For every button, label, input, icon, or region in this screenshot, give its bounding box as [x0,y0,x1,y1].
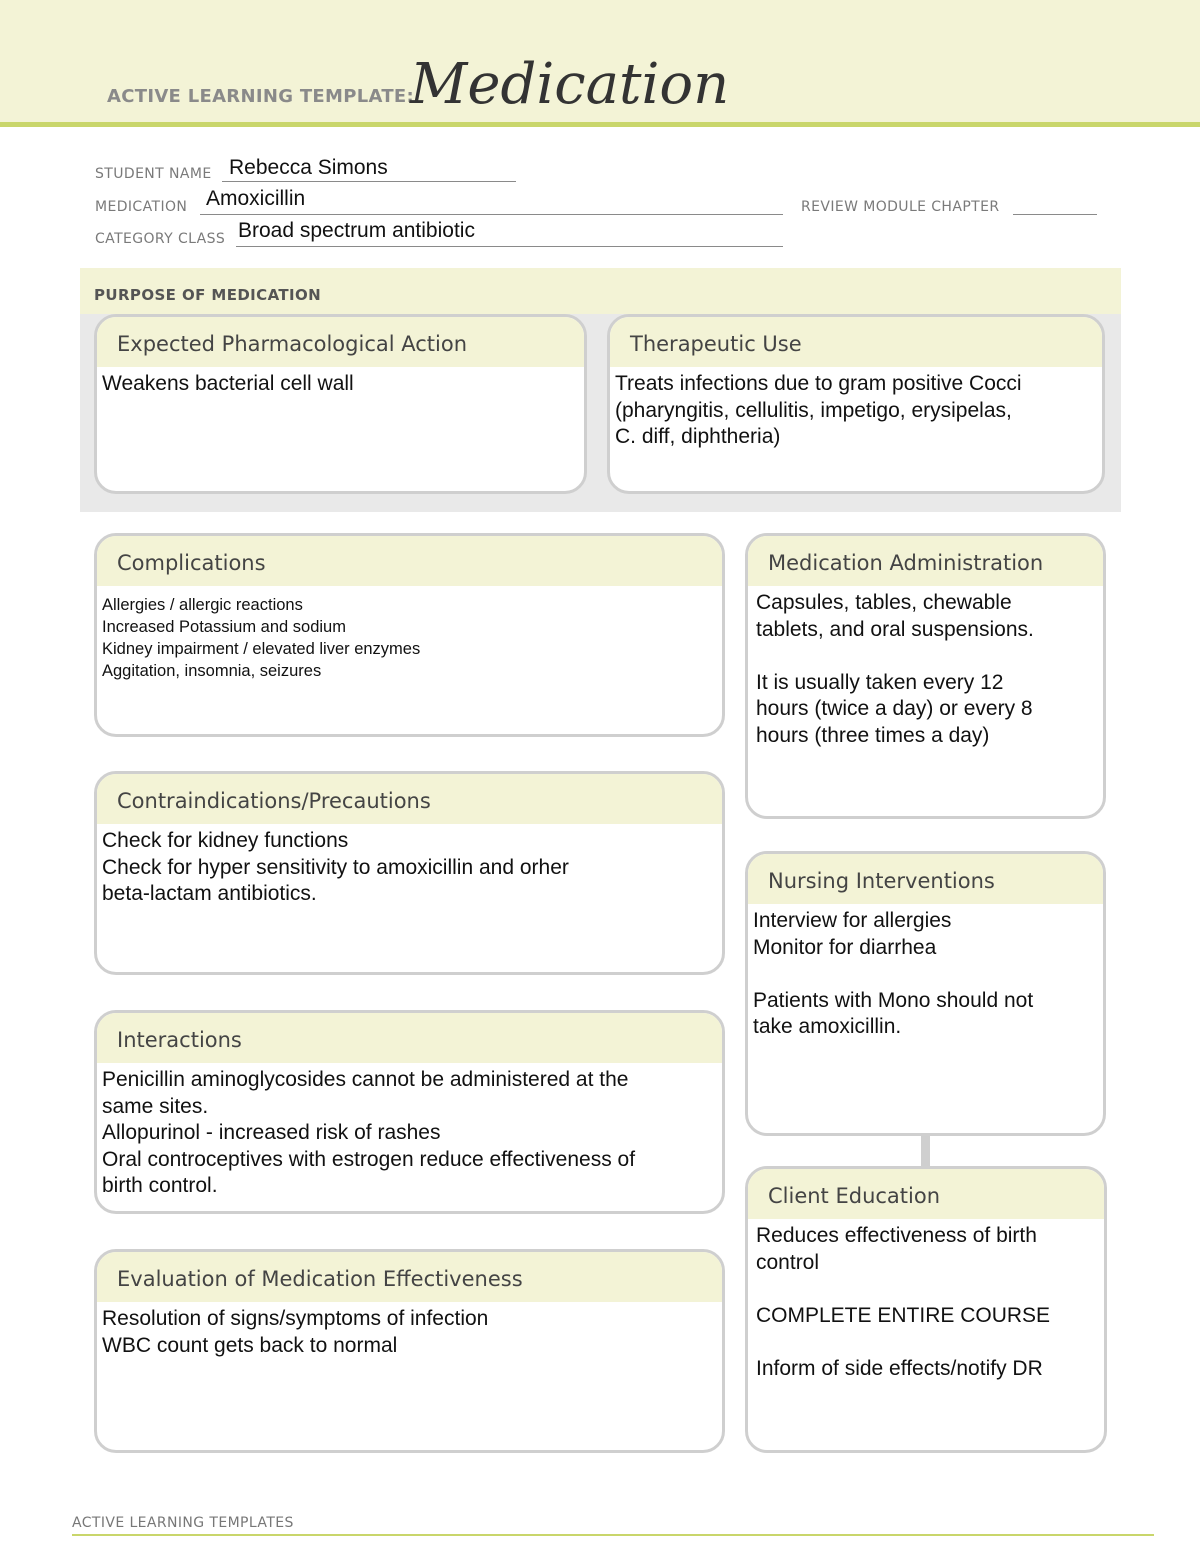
nursing-interventions-title: Nursing Interventions [748,854,1103,904]
interactions-title: Interactions [97,1013,722,1063]
client-education-box [745,1166,1107,1453]
medication-field[interactable]: Amoxicillin [206,187,306,210]
medication-label: MEDICATION [95,199,188,215]
template-label: ACTIVE LEARNING TEMPLATE: [107,86,414,107]
client-education-title: Client Education [748,1169,1104,1219]
interactions-text[interactable]: Penicillin aminoglycosides cannot be administered at the same sites. Allopurinol - increased risk of rashes Oral controceptives with estrogen reduce effectiveness of birth control. [102,1068,636,1197]
purpose-label: PURPOSE OF MEDICATION [94,286,322,304]
review-module-label: REVIEW MODULE CHAPTER [801,199,1000,215]
nursing-interventions-box [745,851,1106,1136]
contraindications-box [94,771,725,975]
evaluation-text[interactable]: Resolution of signs/symptoms of infection WBC count gets back to normal [102,1307,489,1357]
category-class-label: CATEGORY CLASS [95,231,226,247]
nursing-interventions-text[interactable]: Interview for allergies Monitor for diarrhea Patients with Mono should not take amoxicillin. [753,909,1034,1038]
medication-line [200,214,783,215]
category-class-field[interactable]: Broad spectrum antibiotic [238,219,475,242]
connector-bar [921,1133,930,1166]
contraindications-title: Contraindications/Precautions [97,774,722,824]
therapeutic-use-box [607,314,1105,494]
complications-box [94,533,725,737]
client-education-text[interactable]: Reduces effectiveness of birth control COMPLETE ENTIRE COURSE Inform of side effects/notify DR [756,1224,1051,1380]
medication-administration-box [745,533,1106,819]
student-name-line [222,181,516,182]
evaluation-title: Evaluation of Medication Effectiveness [97,1252,722,1302]
footer-label: ACTIVE LEARNING TEMPLATES [72,1515,294,1531]
complications-text[interactable]: Allergies / allergic reactions Increased Potassium and sodium Kidney impairment / elevated liver enzymes Aggitation, insomnia, seizures [102,596,421,680]
medication-administration-title: Medication Administration [748,536,1103,586]
review-module-field[interactable] [1013,214,1097,215]
category-class-line [236,246,783,247]
therapeutic-use-text[interactable]: Treats infections due to gram positive Cocci (pharyngitis, cellulitis, impetigo, erysipelas, C. diff, diphtheria) [615,372,1022,448]
student-name-field[interactable]: Rebecca Simons [229,156,388,179]
footer-rule [72,1534,1154,1536]
expected-action-text[interactable]: Weakens bacterial cell wall [102,372,354,395]
evaluation-box [94,1249,725,1453]
expected-action-title: Expected Pharmacological Action [97,317,584,367]
interactions-box [94,1010,725,1214]
header-rule [0,122,1200,127]
therapeutic-use-title: Therapeutic Use [610,317,1102,367]
complications-title: Complications [97,536,722,586]
student-name-label: STUDENT NAME [95,166,212,182]
page-title: Medication [410,52,730,117]
expected-action-box [94,314,587,494]
medication-administration-text[interactable]: Capsules, tables, chewable tablets, and oral suspensions. It is usually taken every 12 hours (twice a day) or every 8 hours (three times a day) [756,591,1034,747]
contraindications-text[interactable]: Check for kidney functions Check for hyper sensitivity to amoxicillin and orher beta-lactam antibiotics. [102,829,569,905]
